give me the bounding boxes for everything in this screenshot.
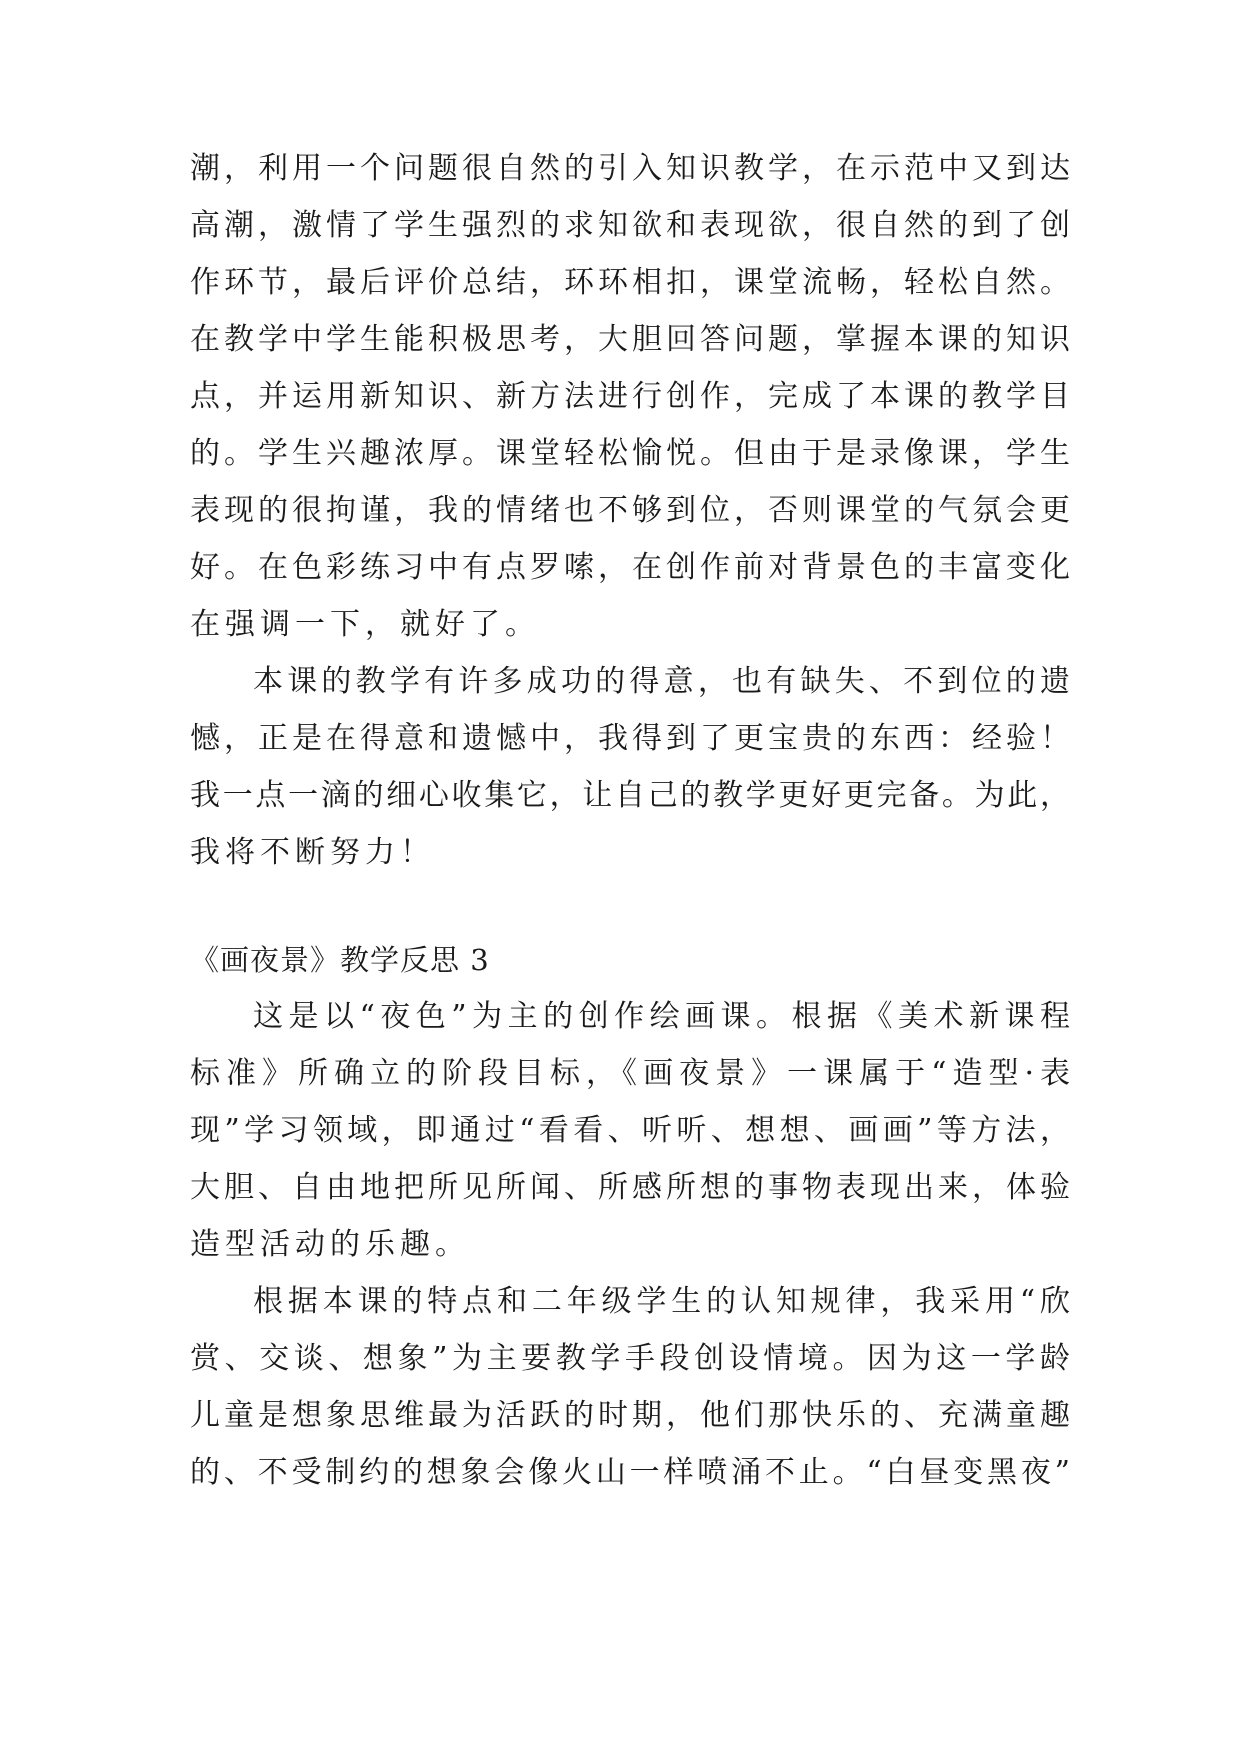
paragraph-1-line: 高潮，激情了学生强烈的求知欲和表现欲，很自然的到了创 bbox=[190, 208, 1070, 243]
paragraph-2-line: 我一点一滴的细心收集它，让自己的教学更好更完备。为此， bbox=[190, 778, 1070, 813]
paragraph-1-line: 好。在色彩练习中有点罗嗦，在创作前对背景色的丰富变化 bbox=[190, 550, 1070, 585]
paragraph-3-line: 标准》所确立的阶段目标，《画夜景》一课属于“造型·表 bbox=[190, 1056, 1070, 1091]
paragraph-3-line: 现”学习领域，即通过“看看、听听、想想、画画”等方法， bbox=[190, 1113, 1070, 1148]
section-title: 《画夜景》教学反思 3 bbox=[190, 943, 490, 977]
paragraph-2-line: 我将不断努力！ bbox=[190, 835, 435, 870]
paragraph-1-line: 在强调一下，就好了。 bbox=[190, 607, 540, 642]
paragraph-3-line: 造型活动的乐趣。 bbox=[190, 1227, 470, 1262]
paragraph-1-line: 的。学生兴趣浓厚。课堂轻松愉悦。但由于是录像课，学生 bbox=[190, 436, 1070, 471]
paragraph-3-line: 大胆、自由地把所见所闻、所感所想的事物表现出来，体验 bbox=[190, 1170, 1070, 1205]
paragraph-2-line: 憾，正是在得意和遗憾中，我得到了更宝贵的东西：经验！ bbox=[190, 721, 1070, 756]
paragraph-3-line: 这是以“夜色”为主的创作绘画课。根据《美术新课程 bbox=[253, 999, 1070, 1034]
paragraph-2-line: 本课的教学有许多成功的得意，也有缺失、不到位的遗 bbox=[253, 664, 1070, 699]
paragraph-4-line: 的、不受制约的想象会像火山一样喷涌不止。“白昼变黑夜” bbox=[190, 1455, 1070, 1490]
paragraph-4-line: 根据本课的特点和二年级学生的认知规律，我采用“欣 bbox=[253, 1284, 1070, 1319]
paragraph-1-line: 作环节，最后评价总结，环环相扣，课堂流畅，轻松自然。 bbox=[190, 265, 1070, 300]
paragraph-4-line: 赏、交谈、想象”为主要教学手段创设情境。因为这一学龄 bbox=[190, 1341, 1070, 1376]
paragraph-1-line: 表现的很拘谨，我的情绪也不够到位，否则课堂的气氛会更 bbox=[190, 493, 1070, 528]
paragraph-1-line: 点，并运用新知识、新方法进行创作，完成了本课的教学目 bbox=[190, 379, 1070, 414]
paragraph-1-line: 潮，利用一个问题很自然的引入知识教学，在示范中又到达 bbox=[190, 151, 1070, 186]
paragraph-1-line: 在教学中学生能积极思考，大胆回答问题，掌握本课的知识 bbox=[190, 322, 1070, 357]
paragraph-4-line: 儿童是想象思维最为活跃的时期，他们那快乐的、充满童趣 bbox=[190, 1398, 1070, 1433]
